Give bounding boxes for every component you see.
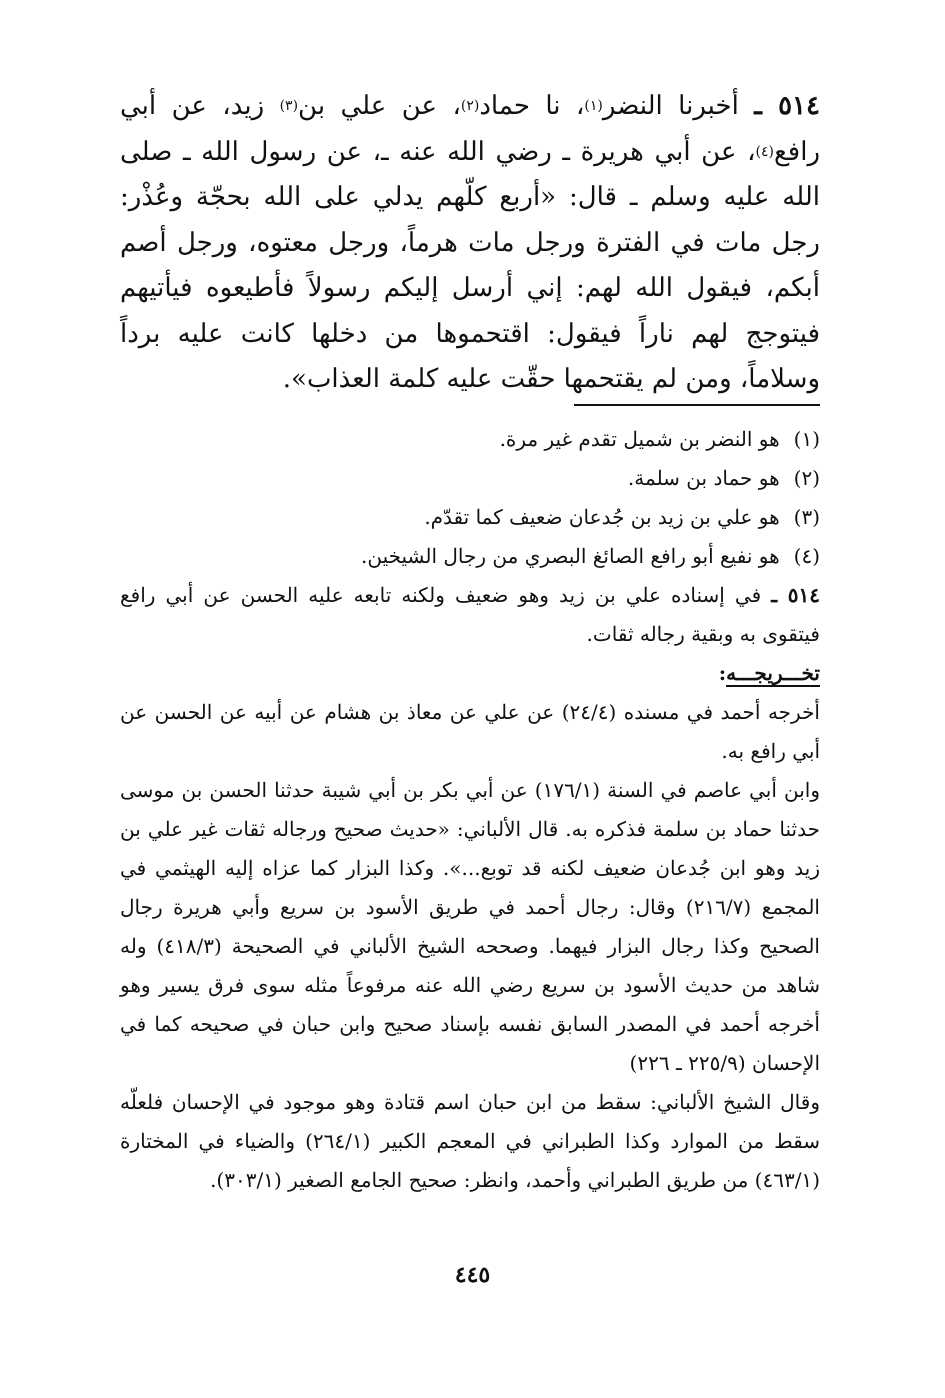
footnote-ref: (٤) [755,143,774,160]
hadith-segment: ، نا حماد [479,91,585,121]
footnote-separator [574,404,820,406]
footnote-ref: (٢) [460,98,480,114]
footnote [120,498,820,537]
footnote-number: (٤) [793,544,820,568]
hadith-text [120,84,820,403]
takhrij-title: تخـــريجـــه [726,661,820,685]
takhrij-paragraph: وقال الشيخ الألباني: سقط من ابن حبان اسم قتادة وهو موجود في الإحسان فلعلّه سقط من الموارد وكذا الطبراني في المعجم الكبير (٢٦٤/١) والضياء في المختارة (٤٦٣/١) من طريق الطبراني وأحمد، وانظر: صحيح الجامع الصغير (٣٠٣/١). [120,1090,820,1192]
footnote-text: هو علي بن زيد بن جُدعان ضعيف كما تقدّم. [424,505,780,529]
footnote-ref: (٣) [279,98,299,114]
hadith-segment: أخبرنا النضر [602,91,739,121]
hadith-number: ٥١٤ ـ [754,91,820,121]
footnote-ref: (١) [584,98,603,114]
takhrij-paragraph: أخرجه أحمد في مسنده (٢٤/٤) عن علي عن معاذ بن هشام عن أبيه عن الحسن عن أبي رافع به. [120,700,820,763]
note-number: ٥١٤ ـ [771,583,821,607]
footnote-number: (١) [793,427,820,451]
footnotes-section [120,420,820,1200]
footnote-number: (٢) [793,466,820,490]
note-text: في إسناده علي بن زيد وهو ضعيف ولكنه تابعه عليه الحسن عن أبي رافع فيتقوى به وبقية رجاله ثقات. [120,583,820,646]
hadith-segment: ، عن أبي هريرة ـ رضي الله عنه ـ، عن رسول الله ـ صلى الله عليه وسلم ـ قال: «أربع كلّهم يدلي على الله بحجّة وعُذْر: رجل مات في الفترة ورجل مات هرماً، ورجل معتوه، ورجل أصم أبكم، فيقول الله لهم: إني أرسل إليكم رسولاً فأطيعوه فيأتيهم فيتوجج لهم ناراً فيقول: اقتحموها من دخلها كانت عليه برداً وسلاماً، ومن لم يقتحمها حقّت عليه كلمة العذاب». [120,136,820,394]
footnote [120,420,820,459]
footnote [120,459,820,498]
footnote-text: هو حماد بن سلمة. [627,466,780,490]
footnote-number: (٣) [793,505,820,529]
takhrij-paragraph: وابن أبي عاصم في السنة (١٧٦/١) عن أبي بكر بن أبي شيبة حدثنا الحسن بن موسى حدثنا حماد بن سلمة فذكره به. قال الألباني: «حديث صحيح ورجاله ثقات غير علي بن زيد وهو ابن جُدعان ضعيف لكنه قد توبع...». وكذا البزار كما عزاه إليه الهيثمي في المجمع (٢١٦/٧) وقال: رجال أحمد في طريق الأسود بن سريع وأبي هريرة رجال الصحيح وكذا رجال البزار فيهما. وصححه الشيخ الألباني في الصحيحة (٤١٨/٣) وله شاهد من حديث الأسود بن سريع رضي الله عنه مرفوعاً مثله سوى فرق يسير وهو أخرجه أحمد في المصدر السابق نفسه بإسناد صحيح وابن حبان في صحيحه كما في الإحسان (٢٢٥/٩ ـ ٢٢٦) [120,778,820,1075]
isnad-note [120,576,820,654]
footnote-text: هو نفيع أبو رافع الصائغ البصري من رجال الشيخين. [360,544,780,568]
hadith-segment: ، عن علي بن [298,91,461,121]
footnote-text: هو النضر بن شميل تقدم غير مرة. [499,427,780,451]
takhrij-colon: : [718,661,727,685]
page-number: ٤٤٥ [454,1262,491,1288]
hadith-paragraph [120,84,820,403]
takhrij-heading [120,654,820,693]
hadith-segment: زيد، عن أبي رافع [120,91,820,167]
footnote [120,537,820,576]
